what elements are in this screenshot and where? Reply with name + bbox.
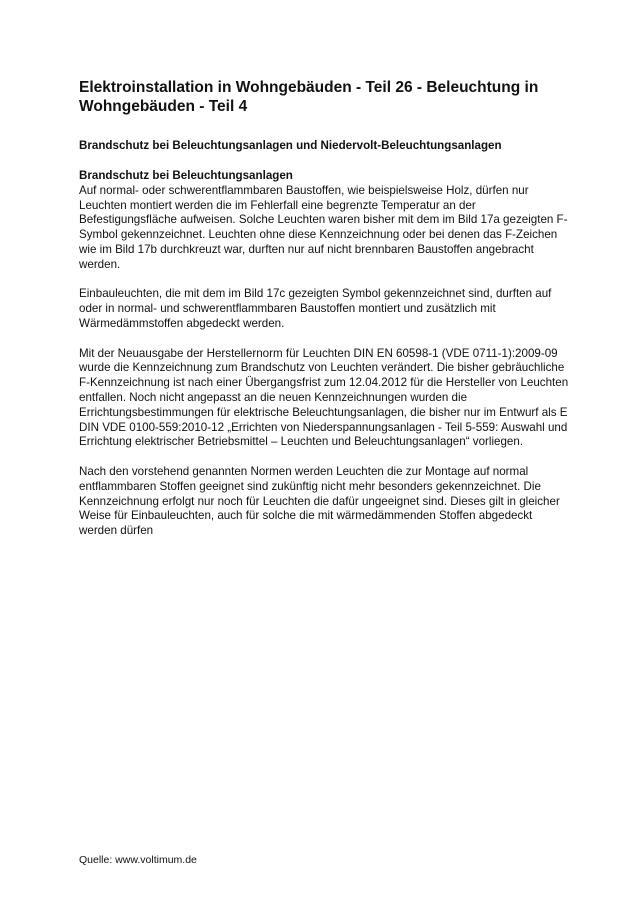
source-note: Quelle: www.voltimum.de: [79, 854, 197, 866]
document-subtitle: Brandschutz bei Beleuchtungsanlagen und Niedervolt-Beleuchtungsanlagen: [79, 139, 502, 152]
paragraph-4: Nach den vorstehend genannten Normen werden Leuchten die zur Montage auf normal entflammbaren Stoffen geeignet sind zukünftig nicht mehr besonders gekennzeichnet. Die Kennzeichnung erfolgt nur noch für Leuchten die dafür ungeeignet sind. Dieses gilt in gleicher Weise für Einbauleuchten, auch für solche die mit wärmedämmenden Stoffen abgedeckt werden dürfen: [79, 464, 560, 538]
paragraph-2: Einbauleuchten, die mit dem im Bild 17c gezeigten Symbol gekennzeichnet sind, durften auf oder in normal- und schwerentflammbaren Baustoffen montiert und zusätzlich mit Wärmedämmstoffen abgedeckt werden.: [79, 287, 552, 330]
document-title: Elektroinstallation in Wohngebäuden - Teil 26 - Beleuchtung in Wohngebäuden - Teil 4: [79, 79, 539, 115]
document-body: [79, 78, 569, 539]
section-heading: Brandschutz bei Beleuchtungsanlagen: [79, 169, 293, 182]
paragraph-3: Mit der Neuausgabe der Herstellernorm für Leuchten DIN EN 60598-1 (VDE 0711-1):2009-09 wurde die Kennzeichnung zum Brandschutz von Leuchten verändert. Die bisher gebräuchliche F-Kennzeichnung ist nach einer Übergangsfrist zum 12.04.2012 für die Hersteller von Leuchten entfallen. Noch nicht angepasst an die neuen Kennzeichnungen wurden die Errichtungsbestimmungen für elektrische Beleuchtungsanlagen, die bisher nur im Entwurf als E DIN VDE 0100-559:2010-12 „Errichten von Niederspannungsanlagen - Teil 5-559: Auswahl und Errichtung elektrischer Betriebsmittel – Leuchten und Beleuchtungsanlagen“ vorliegen.: [79, 346, 569, 449]
paragraph-1: Auf normal- oder schwerentflammbaren Baustoffen, wie beispielsweise Holz, dürfen nur Leuchten montiert werden die im Fehlerfall eine begrenzte Temperatur an der Befestigungsfläche aufweisen. Solche Leuchten waren bisher mit dem im Bild 17a gezeigten F-Symbol gekennzeichnet. Leuchten ohne diese Kennzeichnung oder bei denen das F-Zeichen wie im Bild 17b durchkreuzt war, durften nur auf nicht brennbaren Baustoffen angebracht werden.: [79, 183, 568, 271]
